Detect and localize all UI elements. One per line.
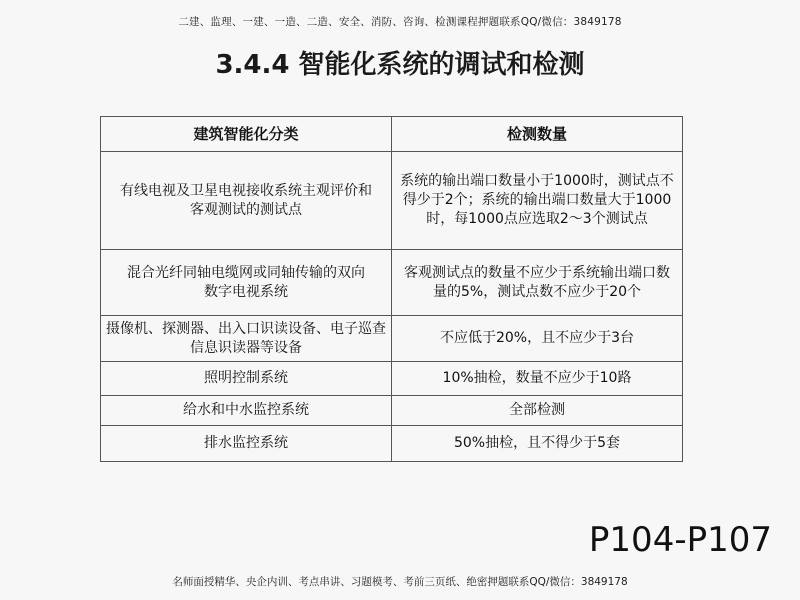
column-header: 检测数量 bbox=[392, 117, 683, 152]
page-reference: P104-P107 bbox=[588, 520, 772, 560]
bottom-banner: 名师面授精华、央企内训、考点串讲、习题模考、考前三页纸、绝密押题联系QQ/微信：3849178 bbox=[172, 576, 628, 588]
inspection-table bbox=[100, 116, 683, 462]
table-row bbox=[101, 152, 683, 250]
table-cell: 混合光纤同轴电缆网或同轴传输的双向数字电视系统 bbox=[101, 250, 392, 316]
table-row bbox=[101, 362, 683, 396]
table-header-row bbox=[101, 117, 683, 152]
table-cell: 系统的输出端口数量小于1000时，测试点不得少于2个；系统的输出端口数量大于1000时，每1000点应选取2～3个测试点 bbox=[392, 152, 683, 250]
table-cell: 照明控制系统 bbox=[101, 362, 392, 396]
table-cell: 不应低于20%，且不应少于3台 bbox=[392, 316, 683, 362]
column-header: 建筑智能化分类 bbox=[101, 117, 392, 152]
top-banner: 二建、监理、一建、一造、二造、安全、消防、咨询、检测课程押题联系QQ/微信：3849178 bbox=[178, 16, 622, 28]
table-row bbox=[101, 396, 683, 426]
table-cell: 客观测试点的数量不应少于系统输出端口数量的5%，测试点数不应少于20个 bbox=[392, 250, 683, 316]
table-cell: 给水和中水监控系统 bbox=[101, 396, 392, 426]
table-cell: 全部检测 bbox=[392, 396, 683, 426]
table-cell: 有线电视及卫星电视接收系统主观评价和客观测试的测试点 bbox=[101, 152, 392, 250]
table-cell: 10%抽检，数量不应少于10路 bbox=[392, 362, 683, 396]
table-cell: 排水监控系统 bbox=[101, 426, 392, 462]
table-row bbox=[101, 426, 683, 462]
page-title: 3.4.4 智能化系统的调试和检测 bbox=[215, 50, 585, 80]
table-row bbox=[101, 316, 683, 362]
table-row bbox=[101, 250, 683, 316]
table-cell: 50%抽检，且不得少于5套 bbox=[392, 426, 683, 462]
table-cell: 摄像机、探测器、出入口识读设备、电子巡查信息识读器等设备 bbox=[101, 316, 392, 362]
